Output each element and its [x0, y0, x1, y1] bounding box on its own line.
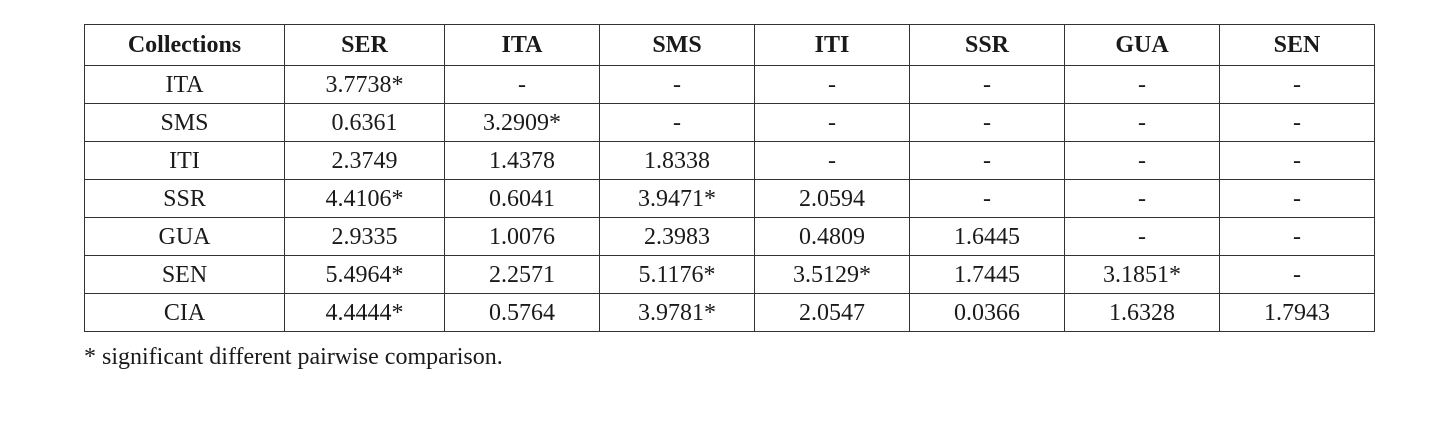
table-header-row [85, 25, 1375, 66]
header-ser: SER [285, 25, 445, 66]
header-ita: ITA [445, 25, 600, 66]
table-cell: - [755, 66, 910, 104]
table-cell: - [1065, 180, 1220, 218]
table-cell: - [1220, 104, 1375, 142]
table-cell: 5.4964* [285, 256, 445, 294]
table-row [85, 104, 1375, 142]
table-cell: - [1220, 256, 1375, 294]
table-cell: - [755, 104, 910, 142]
table-cell: 2.3983 [600, 218, 755, 256]
table-cell: 1.8338 [600, 142, 755, 180]
table-cell: 0.6041 [445, 180, 600, 218]
table-cell: 3.9471* [600, 180, 755, 218]
table-cell: - [1065, 142, 1220, 180]
row-label: ITA [85, 66, 285, 104]
row-label: SMS [85, 104, 285, 142]
table-row [85, 256, 1375, 294]
table-cell: 2.3749 [285, 142, 445, 180]
table-cell: 1.6328 [1065, 294, 1220, 332]
row-label: GUA [85, 218, 285, 256]
table-cell: - [1220, 218, 1375, 256]
table-cell: - [600, 66, 755, 104]
table-cell: 3.9781* [600, 294, 755, 332]
table-cell: 5.1176* [600, 256, 755, 294]
header-ssr: SSR [910, 25, 1065, 66]
row-label: CIA [85, 294, 285, 332]
table-cell: 4.4444* [285, 294, 445, 332]
pairwise-comparison-table [84, 24, 1375, 332]
table-cell: 4.4106* [285, 180, 445, 218]
table-row [85, 180, 1375, 218]
table-cell: - [1065, 66, 1220, 104]
row-label: SSR [85, 180, 285, 218]
table-cell: 0.4809 [755, 218, 910, 256]
table-cell: 1.7445 [910, 256, 1065, 294]
table-cell: 2.2571 [445, 256, 600, 294]
table-cell: - [445, 66, 600, 104]
table-cell: 1.4378 [445, 142, 600, 180]
table-cell: 3.2909* [445, 104, 600, 142]
table-cell: 3.7738* [285, 66, 445, 104]
table-cell: - [600, 104, 755, 142]
table-row [85, 218, 1375, 256]
header-collections: Collections [85, 25, 285, 66]
header-gua: GUA [1065, 25, 1220, 66]
table-cell: - [1220, 142, 1375, 180]
row-label: SEN [85, 256, 285, 294]
table-cell: 1.6445 [910, 218, 1065, 256]
table-cell: 1.7943 [1220, 294, 1375, 332]
table-row [85, 142, 1375, 180]
header-sms: SMS [600, 25, 755, 66]
table-cell: 2.0594 [755, 180, 910, 218]
table-cell: - [910, 66, 1065, 104]
table-cell: - [1220, 180, 1375, 218]
header-sen: SEN [1220, 25, 1375, 66]
table-cell: - [1065, 104, 1220, 142]
header-iti: ITI [755, 25, 910, 66]
table-cell: - [1065, 218, 1220, 256]
comparison-table-container [84, 24, 1375, 332]
table-row [85, 66, 1375, 104]
table-cell: 0.6361 [285, 104, 445, 142]
table-cell: 0.5764 [445, 294, 600, 332]
table-cell: 3.5129* [755, 256, 910, 294]
table-cell: 2.0547 [755, 294, 910, 332]
table-cell: - [755, 142, 910, 180]
table-cell: 1.0076 [445, 218, 600, 256]
table-cell: - [910, 104, 1065, 142]
table-cell: 3.1851* [1065, 256, 1220, 294]
table-cell: - [910, 180, 1065, 218]
table-cell: - [910, 142, 1065, 180]
table-cell: 2.9335 [285, 218, 445, 256]
table-cell: 0.0366 [910, 294, 1065, 332]
table-row [85, 294, 1375, 332]
table-cell: - [1220, 66, 1375, 104]
row-label: ITI [85, 142, 285, 180]
table-footnote: * significant different pairwise comparison. [84, 344, 503, 370]
